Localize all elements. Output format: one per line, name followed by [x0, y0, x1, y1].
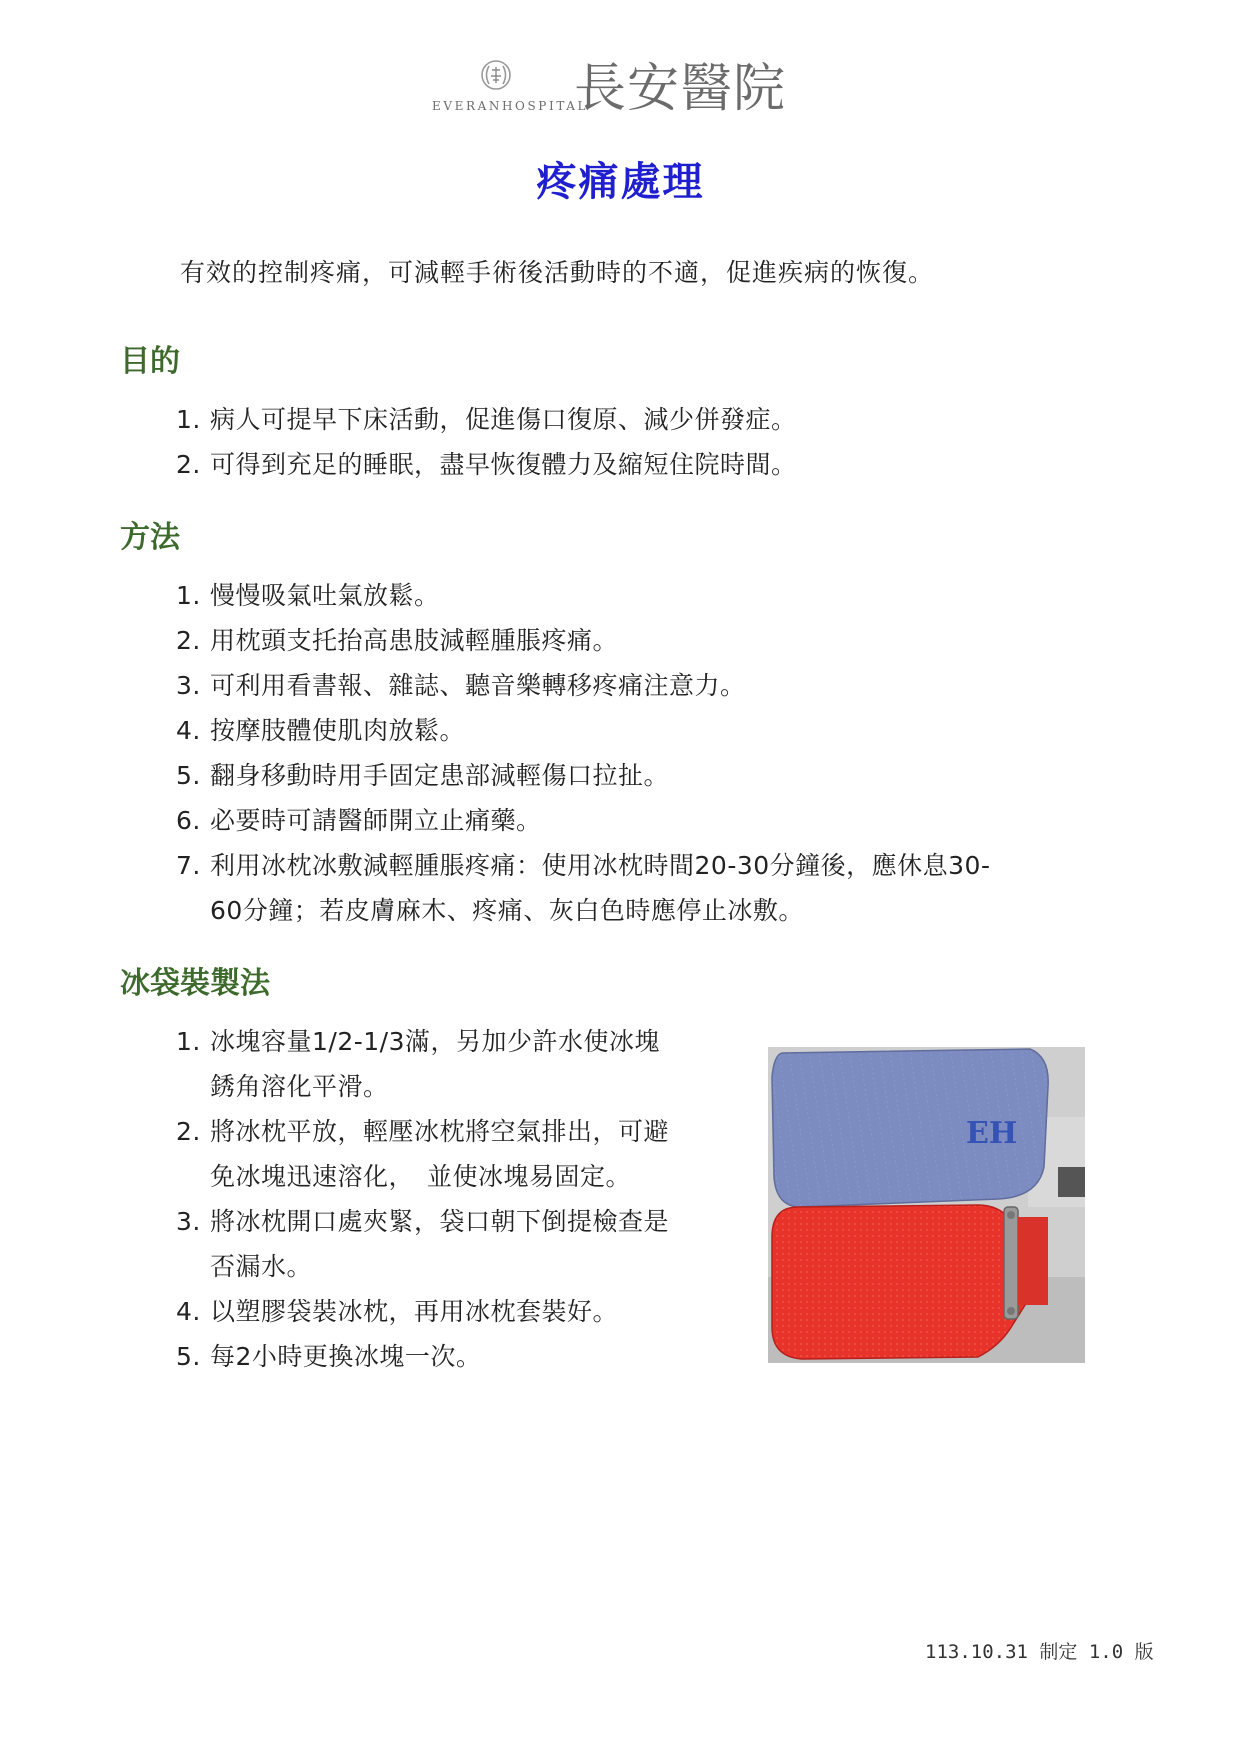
list-item [176, 1289, 669, 1334]
intro-paragraph: 有效的控制疼痛，可減輕手術後活動時的不適，促進疾病的恢復。 [180, 258, 935, 287]
hospital-logo [432, 58, 832, 120]
list-item [176, 663, 990, 708]
list-text-line2: 否漏水。 [210, 1252, 313, 1281]
section-heading-method: 方法 [120, 520, 180, 555]
list-text-line1: 利用冰枕冰敷減輕腫脹疼痛：使用冰枕時間20-30分鐘後，應休息30- [210, 851, 991, 880]
list-number: 3. [176, 1207, 201, 1236]
list-number: 4. [176, 716, 201, 745]
list-number: 3. [176, 671, 201, 700]
ice-pillow-photo [768, 1047, 1085, 1363]
list-number: 7. [176, 851, 201, 880]
list-text-line1: 冰塊容量1/2-1/3滿，另加少許水使冰塊 [210, 1027, 660, 1056]
list-number: 5. [176, 761, 201, 790]
list-text: 按摩肢體使肌肉放鬆。 [210, 716, 466, 745]
list-number: 2. [176, 450, 201, 479]
icepack-list [176, 1019, 669, 1379]
list-text: 以塑膠袋裝冰枕，再用冰枕套裝好。 [210, 1297, 619, 1326]
list-item [176, 1199, 669, 1289]
method-list [176, 573, 990, 933]
list-number: 5. [176, 1342, 201, 1371]
ice-pillow-illustration [768, 1047, 1085, 1363]
list-item [176, 753, 990, 798]
list-item [176, 1334, 669, 1379]
list-text: 每2小時更換冰塊一次。 [210, 1342, 482, 1371]
list-text: 可利用看書報、雜誌、聽音樂轉移疼痛注意力。 [210, 671, 746, 700]
list-text-line1: 將冰枕平放，輕壓冰枕將空氣排出，可避 [210, 1117, 670, 1146]
section-heading-icepack: 冰袋裝製法 [120, 966, 270, 1001]
list-item [176, 798, 990, 843]
list-number: 4. [176, 1297, 201, 1326]
list-item [176, 573, 990, 618]
cover-label: EH [966, 1116, 1018, 1151]
list-number: 1. [176, 1027, 201, 1056]
list-text: 必要時可請醫師開立止痛藥。 [210, 806, 542, 835]
page-title: 疼痛處理 [536, 159, 705, 205]
list-item [176, 397, 797, 442]
list-item [176, 442, 797, 487]
list-item [176, 1109, 669, 1199]
list-item [176, 618, 990, 663]
list-text: 病人可提早下床活動，促進傷口復原、減少併發症。 [210, 405, 797, 434]
list-text: 翻身移動時用手固定患部減輕傷口拉扯。 [210, 761, 670, 790]
list-text-line2: 60分鐘；若皮膚麻木、疼痛、灰白色時應停止冰敷。 [210, 896, 804, 925]
list-number: 6. [176, 806, 201, 835]
list-item [176, 708, 990, 753]
list-item [176, 1019, 669, 1109]
list-number: 2. [176, 1117, 201, 1146]
version-footer: 113.10.31 制定 1.0 版 [925, 1641, 1154, 1663]
list-number: 1. [176, 581, 201, 610]
list-text: 可得到充足的睡眠，盡早恢復體力及縮短住院時間。 [210, 450, 797, 479]
logo-chinese-name: 長安醫院 [574, 59, 787, 119]
list-number: 2. [176, 626, 201, 655]
list-text: 用枕頭支托抬高患肢減輕腫脹疼痛。 [210, 626, 619, 655]
list-text-line2: 銹角溶化平滑。 [210, 1072, 389, 1101]
list-text: 慢慢吸氣吐氣放鬆。 [210, 581, 440, 610]
logo-english-name: EVERANHOSPITAL [432, 99, 589, 113]
list-text-line1: 將冰枕開口處夾緊，袋口朝下倒提檢查是 [210, 1207, 670, 1236]
purpose-list [176, 397, 797, 487]
section-heading-purpose: 目的 [120, 344, 180, 379]
hospital-emblem-icon [478, 58, 514, 92]
list-text-line2: 免冰塊迅速溶化， 並使冰塊易固定。 [210, 1162, 632, 1191]
list-item [176, 843, 990, 933]
list-number: 1. [176, 405, 201, 434]
